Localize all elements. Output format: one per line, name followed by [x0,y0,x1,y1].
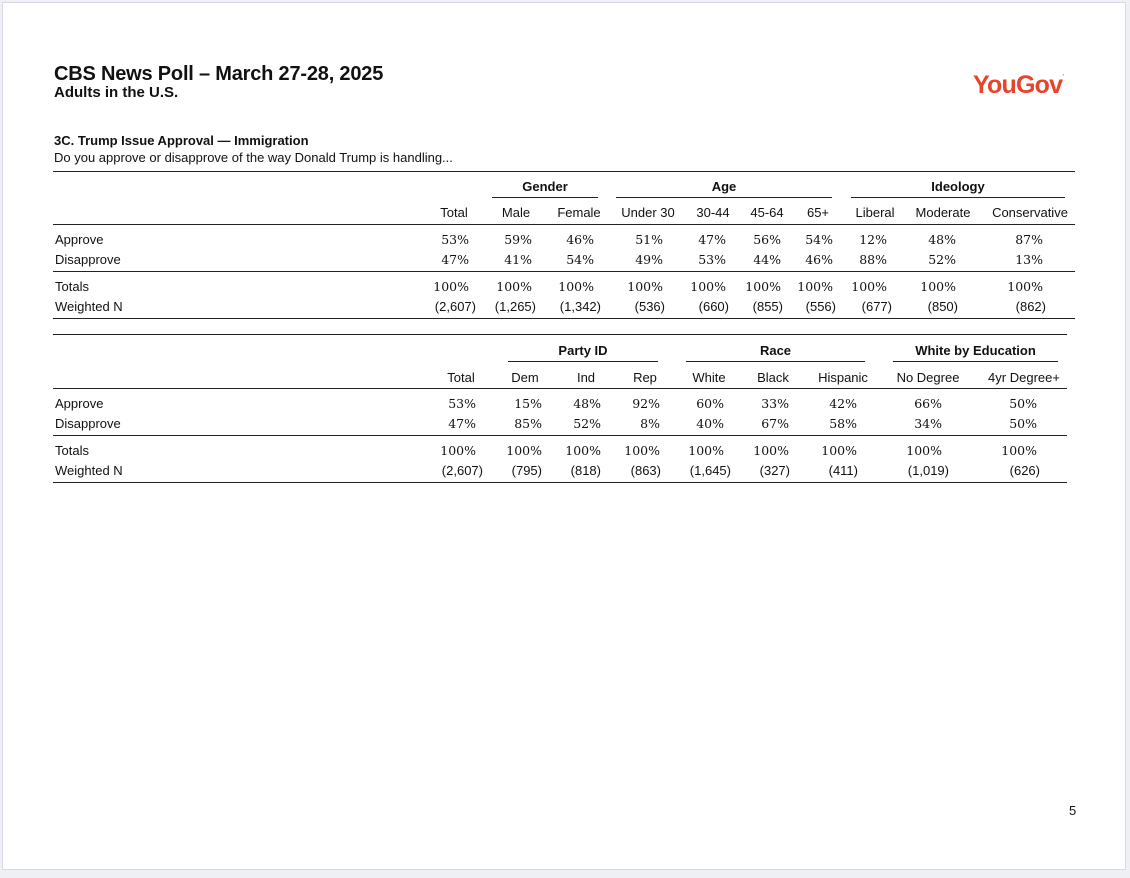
weighted-n-value: (660) [698,299,729,314]
cell-value: 52% [928,252,956,267]
weighted-n-value: (862) [1015,299,1046,314]
page-number: 5 [1069,803,1077,818]
row-label: Approve [55,396,104,411]
totals-value: 100% [558,279,594,294]
group-underline [492,197,598,198]
weighted-n-value: (327) [759,463,790,478]
cell-value: 49% [635,252,663,267]
weighted-n-value: (2,607) [441,463,483,478]
column-header: Moderate [915,205,971,220]
column-header: Conservative [992,205,1068,220]
cell-value: 54% [566,252,594,267]
table1-rows-rule [53,271,1075,272]
cell-value: 88% [859,252,887,267]
cell-value: 47% [441,252,469,267]
table2-rows-rule [53,435,1067,436]
column-header: Dem [511,370,539,385]
totals-value: 100% [627,279,663,294]
group-underline [616,197,832,198]
totals-value: 100% [745,279,781,294]
totals-label: Totals [55,279,89,294]
column-header: 45-64 [750,205,784,220]
cell-value: 85% [514,416,542,431]
column-header: Hispanic [818,370,868,385]
column-header: Total [440,205,468,220]
totals-value: 100% [690,279,726,294]
weighted-n-value: (677) [861,299,892,314]
weighted-n-value: (795) [511,463,542,478]
table1-end-rule [53,318,1075,319]
cell-value: 92% [632,396,660,411]
question-text: Do you approve or disapprove of the way Donald Trump is handling... [54,150,453,165]
column-header: Total [447,370,475,385]
totals-value: 100% [753,443,789,458]
totals-value: 100% [920,279,956,294]
group-underline [893,361,1058,362]
weighted-n-value: (556) [805,299,836,314]
totals-value: 100% [821,443,857,458]
totals-value: 100% [1007,279,1043,294]
cell-value: 12% [859,232,887,247]
row-label: Approve [55,232,104,247]
logo-text: YouGov [973,71,1063,99]
row-label: Disapprove [55,416,121,431]
totals-label: Totals [55,443,89,458]
cell-value: 58% [829,416,857,431]
column-header: Ind [576,370,596,385]
totals-value: 100% [624,443,660,458]
weighted-n-value: (411) [828,463,858,478]
cell-value: 33% [761,396,789,411]
weighted-n-value: (1,019) [907,463,949,478]
cell-value: 44% [753,252,781,267]
cell-value: 48% [573,396,601,411]
weighted-n-value: (863) [630,463,661,478]
cell-value: 66% [914,396,942,411]
cell-value: 54% [805,232,833,247]
yougov-logo [973,71,1063,100]
cell-value: 53% [441,232,469,247]
totals-value: 100% [906,443,942,458]
cell-value: 50% [1009,396,1037,411]
totals-value: 100% [433,279,469,294]
cell-value: 50% [1009,416,1037,431]
column-header: Male [501,205,531,220]
weighted-n-value: (1,645) [689,463,731,478]
cell-value: 53% [448,396,476,411]
cell-value: 40% [696,416,724,431]
weighted-n-value: (1,342) [559,299,601,314]
cell-value: 87% [1015,232,1043,247]
cell-value: 8% [640,416,660,431]
weighted-n-label: Weighted N [55,463,123,478]
weighted-n-value: (2,607) [434,299,476,314]
group-underline [686,361,865,362]
cell-value: 59% [504,232,532,247]
totals-value: 100% [1001,443,1037,458]
cell-value: 46% [566,232,594,247]
column-header: Liberal [855,205,895,220]
group-underline [851,197,1065,198]
weighted-n-value: (855) [752,299,783,314]
cell-value: 34% [914,416,942,431]
group-header: Race [759,343,792,358]
question-code: 3C. Trump Issue Approval — Immigration [54,133,309,148]
cell-value: 52% [573,416,601,431]
page-subtitle: Adults in the U.S. [54,84,179,101]
weighted-n-value: (536) [634,299,665,314]
group-header: White by Education [915,343,1036,358]
totals-value: 100% [565,443,601,458]
weighted-n-label: Weighted N [55,299,123,314]
column-header: No Degree [896,370,960,385]
weighted-n-value: (626) [1009,463,1040,478]
weighted-n-value: (850) [927,299,958,314]
table2-header-rule [53,388,1067,389]
cell-value: 56% [753,232,781,247]
cell-value: 13% [1015,252,1043,267]
totals-value: 100% [797,279,833,294]
group-header: Age [711,179,737,194]
group-header: Ideology [931,179,985,194]
cell-value: 48% [928,232,956,247]
column-header: Black [757,370,789,385]
group-header: Party ID [558,343,608,358]
cell-value: 42% [829,396,857,411]
cell-value: 60% [696,396,724,411]
logo-mark: ’ [1062,73,1064,82]
cell-value: 47% [448,416,476,431]
page-title: CBS News Poll – March 27-28, 2025 [54,63,384,85]
cell-value: 41% [504,252,532,267]
column-header: 4yr Degree+ [988,370,1060,385]
cell-value: 46% [805,252,833,267]
totals-value: 100% [688,443,724,458]
table1-top-rule [53,171,1075,172]
weighted-n-value: (818) [570,463,601,478]
table2-end-rule [53,482,1067,483]
column-header: 65+ [806,205,830,220]
column-header: 30-44 [696,205,730,220]
cell-value: 67% [761,416,789,431]
column-header: Under 30 [621,205,675,220]
cell-value: 51% [635,232,663,247]
column-header: White [692,370,726,385]
totals-value: 100% [506,443,542,458]
totals-value: 100% [496,279,532,294]
cell-value: 15% [514,396,542,411]
totals-value: 100% [851,279,887,294]
group-underline [508,361,658,362]
column-header: Rep [633,370,657,385]
group-header: Gender [522,179,568,194]
weighted-n-value: (1,265) [494,299,536,314]
table2-top-rule [53,334,1067,335]
report-page [2,2,1126,870]
column-header: Female [557,205,601,220]
cell-value: 47% [698,232,726,247]
table1-header-rule [53,224,1075,225]
row-label: Disapprove [55,252,121,267]
totals-value: 100% [440,443,476,458]
cell-value: 53% [698,252,726,267]
